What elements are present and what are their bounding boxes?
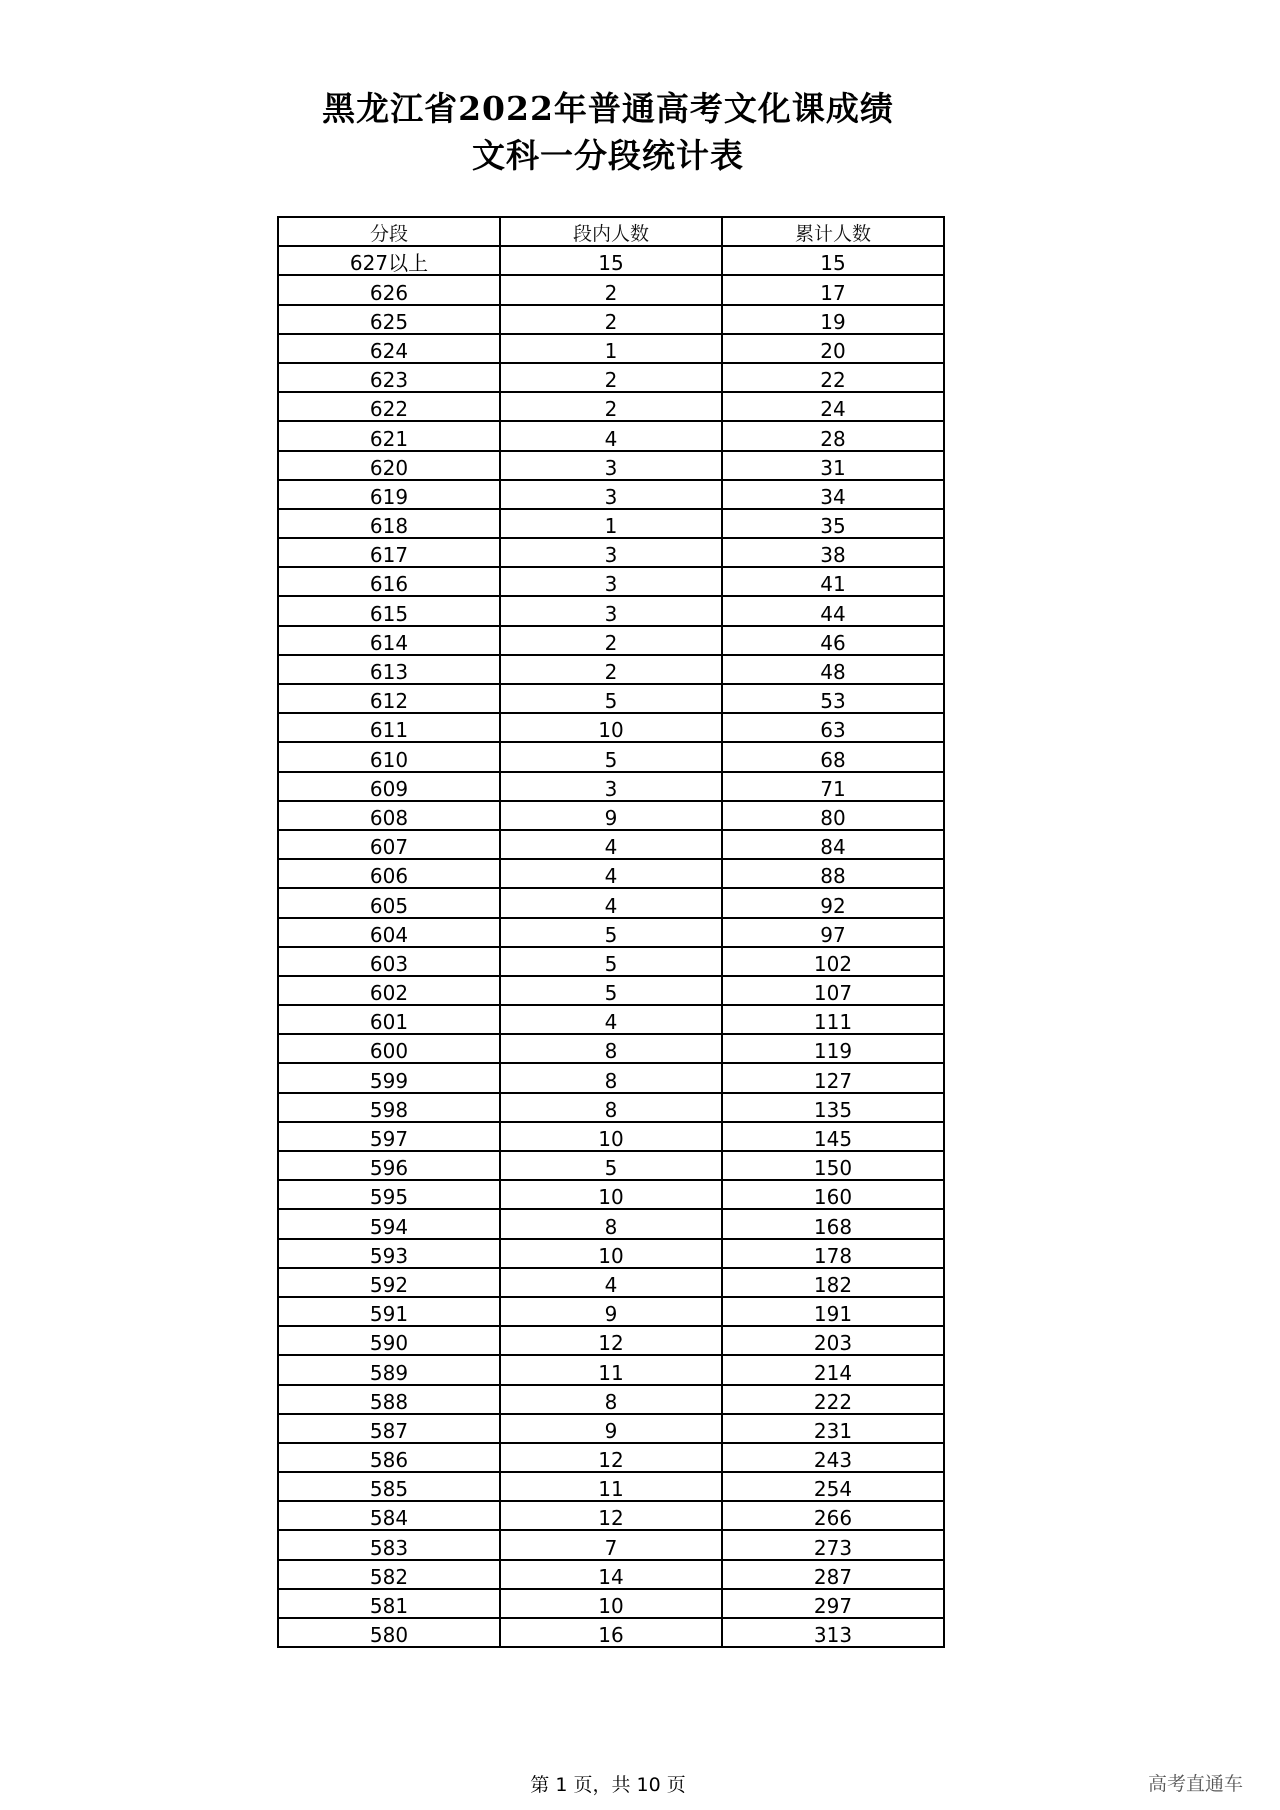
segment-count-cell: 5 — [500, 742, 722, 771]
segment-count-cell: 9 — [500, 801, 722, 830]
score-cell: 609 — [278, 772, 500, 801]
score-cell: 595 — [278, 1180, 500, 1209]
table-row — [278, 801, 944, 830]
score-cell: 584 — [278, 1501, 500, 1530]
score-cell: 627以上 — [278, 246, 500, 275]
cumulative-count-cell: 53 — [722, 684, 944, 713]
table-row — [278, 918, 944, 947]
cumulative-count-cell: 231 — [722, 1414, 944, 1443]
segment-count-cell: 10 — [500, 713, 722, 742]
cumulative-count-cell: 313 — [722, 1618, 944, 1647]
score-cell: 590 — [278, 1326, 500, 1355]
cumulative-count-cell: 150 — [722, 1151, 944, 1180]
score-cell: 607 — [278, 830, 500, 859]
cumulative-count-cell: 20 — [722, 334, 944, 363]
segment-count-cell: 12 — [500, 1443, 722, 1472]
segment-count-cell: 12 — [500, 1326, 722, 1355]
score-cell: 597 — [278, 1122, 500, 1151]
segment-count-cell: 4 — [500, 1268, 722, 1297]
cumulative-count-cell: 24 — [722, 392, 944, 421]
score-cell: 621 — [278, 421, 500, 450]
cumulative-count-cell: 266 — [722, 1501, 944, 1530]
table-row — [278, 480, 944, 509]
cumulative-count-cell: 63 — [722, 713, 944, 742]
score-cell: 603 — [278, 947, 500, 976]
table-row — [278, 1355, 944, 1384]
table-row — [278, 1151, 944, 1180]
score-cell: 596 — [278, 1151, 500, 1180]
table-row — [278, 567, 944, 596]
watermark: 高考直通车 — [1148, 1773, 1244, 1795]
cumulative-count-cell: 107 — [722, 976, 944, 1005]
table-row — [278, 947, 944, 976]
segment-count-cell: 11 — [500, 1355, 722, 1384]
segment-count-cell: 10 — [500, 1589, 722, 1618]
table-row — [278, 830, 944, 859]
cumulative-count-cell: 287 — [722, 1560, 944, 1589]
table-body — [278, 246, 944, 1647]
table-row — [278, 1414, 944, 1443]
table-row — [278, 713, 944, 742]
segment-count-cell: 4 — [500, 1005, 722, 1034]
cumulative-count-cell: 214 — [722, 1355, 944, 1384]
table-row — [278, 275, 944, 304]
score-cell: 591 — [278, 1297, 500, 1326]
cumulative-count-cell: 88 — [722, 859, 944, 888]
cumulative-count-cell: 102 — [722, 947, 944, 976]
score-cell: 600 — [278, 1034, 500, 1063]
cumulative-count-cell: 135 — [722, 1093, 944, 1122]
table-row — [278, 859, 944, 888]
cumulative-count-cell: 297 — [722, 1589, 944, 1618]
score-cell: 594 — [278, 1209, 500, 1238]
table-row — [278, 1268, 944, 1297]
table-row — [278, 1530, 944, 1559]
cumulative-count-cell: 71 — [722, 772, 944, 801]
table-row — [278, 1122, 944, 1151]
segment-count-cell: 4 — [500, 830, 722, 859]
segment-count-cell: 10 — [500, 1239, 722, 1268]
table-row — [278, 1472, 944, 1501]
table-row — [278, 1063, 944, 1092]
score-cell: 617 — [278, 538, 500, 567]
score-cell: 598 — [278, 1093, 500, 1122]
score-cell: 604 — [278, 918, 500, 947]
cumulative-count-cell: 44 — [722, 596, 944, 625]
cumulative-count-cell: 111 — [722, 1005, 944, 1034]
segment-count-cell: 3 — [500, 538, 722, 567]
cumulative-count-cell: 68 — [722, 742, 944, 771]
segment-count-cell: 9 — [500, 1297, 722, 1326]
column-header-cumulative: 累计人数 — [722, 217, 944, 246]
table-row — [278, 363, 944, 392]
cumulative-count-cell: 203 — [722, 1326, 944, 1355]
score-cell: 613 — [278, 655, 500, 684]
column-header-score: 分段 — [278, 217, 500, 246]
cumulative-count-cell: 22 — [722, 363, 944, 392]
cumulative-count-cell: 254 — [722, 1472, 944, 1501]
score-cell: 581 — [278, 1589, 500, 1618]
score-cell: 601 — [278, 1005, 500, 1034]
table-row — [278, 509, 944, 538]
segment-count-cell: 3 — [500, 596, 722, 625]
table-row — [278, 1385, 944, 1414]
score-cell: 587 — [278, 1414, 500, 1443]
cumulative-count-cell: 17 — [722, 275, 944, 304]
cumulative-count-cell: 46 — [722, 626, 944, 655]
cumulative-count-cell: 145 — [722, 1122, 944, 1151]
cumulative-count-cell: 222 — [722, 1385, 944, 1414]
table-row — [278, 392, 944, 421]
segment-count-cell: 5 — [500, 947, 722, 976]
score-cell: 608 — [278, 801, 500, 830]
score-cell: 582 — [278, 1560, 500, 1589]
segment-count-cell: 8 — [500, 1093, 722, 1122]
cumulative-count-cell: 178 — [722, 1239, 944, 1268]
page-subtitle: 文科一分段统计表 — [472, 136, 744, 175]
cumulative-count-cell: 35 — [722, 509, 944, 538]
score-cell: 602 — [278, 976, 500, 1005]
table-row — [278, 1443, 944, 1472]
segment-count-cell: 8 — [500, 1034, 722, 1063]
table-row — [278, 1560, 944, 1589]
segment-count-cell: 10 — [500, 1180, 722, 1209]
segment-count-cell: 8 — [500, 1209, 722, 1238]
segment-count-cell: 2 — [500, 626, 722, 655]
score-cell: 626 — [278, 275, 500, 304]
table-row — [278, 684, 944, 713]
cumulative-count-cell: 84 — [722, 830, 944, 859]
cumulative-count-cell: 191 — [722, 1297, 944, 1326]
segment-count-cell: 15 — [500, 246, 722, 275]
cumulative-count-cell: 41 — [722, 567, 944, 596]
segment-count-cell: 14 — [500, 1560, 722, 1589]
segment-count-cell: 9 — [500, 1414, 722, 1443]
cumulative-count-cell: 15 — [722, 246, 944, 275]
score-cell: 619 — [278, 480, 500, 509]
table-row — [278, 451, 944, 480]
segment-count-cell: 8 — [500, 1385, 722, 1414]
table-row — [278, 1589, 944, 1618]
segment-count-cell: 4 — [500, 421, 722, 450]
page-number: 第 1 页，共 10 页 — [530, 1774, 686, 1796]
cumulative-count-cell: 168 — [722, 1209, 944, 1238]
score-cell: 586 — [278, 1443, 500, 1472]
score-cell: 620 — [278, 451, 500, 480]
column-header-count: 段内人数 — [500, 217, 722, 246]
table-row — [278, 246, 944, 275]
cumulative-count-cell: 119 — [722, 1034, 944, 1063]
segment-count-cell: 4 — [500, 859, 722, 888]
score-cell: 614 — [278, 626, 500, 655]
segment-count-cell: 3 — [500, 451, 722, 480]
cumulative-count-cell: 31 — [722, 451, 944, 480]
score-cell: 616 — [278, 567, 500, 596]
segment-count-cell: 2 — [500, 275, 722, 304]
table-row — [278, 596, 944, 625]
table-row — [278, 1180, 944, 1209]
score-cell: 593 — [278, 1239, 500, 1268]
cumulative-count-cell: 92 — [722, 888, 944, 917]
score-cell: 588 — [278, 1385, 500, 1414]
table-row — [278, 772, 944, 801]
table-row — [278, 1297, 944, 1326]
table-row — [278, 1034, 944, 1063]
page-title: 黑龙江省2022年普通高考文化课成绩 — [322, 89, 894, 128]
table-row — [278, 888, 944, 917]
score-cell: 589 — [278, 1355, 500, 1384]
table-row — [278, 1005, 944, 1034]
segment-count-cell: 5 — [500, 918, 722, 947]
segment-count-cell: 5 — [500, 684, 722, 713]
cumulative-count-cell: 28 — [722, 421, 944, 450]
cumulative-count-cell: 19 — [722, 305, 944, 334]
table-row — [278, 1093, 944, 1122]
score-cell: 618 — [278, 509, 500, 538]
table-header-row — [278, 217, 944, 246]
score-cell: 624 — [278, 334, 500, 363]
cumulative-count-cell: 273 — [722, 1530, 944, 1559]
table-row — [278, 538, 944, 567]
segment-count-cell: 3 — [500, 480, 722, 509]
segment-count-cell: 16 — [500, 1618, 722, 1647]
score-cell: 606 — [278, 859, 500, 888]
table-row — [278, 1209, 944, 1238]
score-cell: 623 — [278, 363, 500, 392]
cumulative-count-cell: 243 — [722, 1443, 944, 1472]
score-cell: 605 — [278, 888, 500, 917]
segment-count-cell: 11 — [500, 1472, 722, 1501]
score-cell: 625 — [278, 305, 500, 334]
score-cell: 583 — [278, 1530, 500, 1559]
table-row — [278, 421, 944, 450]
table-row — [278, 305, 944, 334]
score-cell: 611 — [278, 713, 500, 742]
score-cell: 610 — [278, 742, 500, 771]
segment-count-cell: 2 — [500, 363, 722, 392]
segment-count-cell: 2 — [500, 305, 722, 334]
segment-count-cell: 5 — [500, 1151, 722, 1180]
score-distribution-table — [277, 216, 945, 1648]
segment-count-cell: 8 — [500, 1063, 722, 1092]
cumulative-count-cell: 182 — [722, 1268, 944, 1297]
table-row — [278, 742, 944, 771]
score-cell: 580 — [278, 1618, 500, 1647]
score-cell: 622 — [278, 392, 500, 421]
segment-count-cell: 3 — [500, 772, 722, 801]
table-row — [278, 334, 944, 363]
cumulative-count-cell: 34 — [722, 480, 944, 509]
segment-count-cell: 7 — [500, 1530, 722, 1559]
cumulative-count-cell: 127 — [722, 1063, 944, 1092]
segment-count-cell: 1 — [500, 509, 722, 538]
cumulative-count-cell: 97 — [722, 918, 944, 947]
segment-count-cell: 3 — [500, 567, 722, 596]
segment-count-cell: 12 — [500, 1501, 722, 1530]
cumulative-count-cell: 38 — [722, 538, 944, 567]
score-cell: 615 — [278, 596, 500, 625]
segment-count-cell: 4 — [500, 888, 722, 917]
table-row — [278, 976, 944, 1005]
cumulative-count-cell: 48 — [722, 655, 944, 684]
table-row — [278, 626, 944, 655]
table-row — [278, 1501, 944, 1530]
score-cell: 599 — [278, 1063, 500, 1092]
cumulative-count-cell: 80 — [722, 801, 944, 830]
segment-count-cell: 2 — [500, 655, 722, 684]
segment-count-cell: 2 — [500, 392, 722, 421]
table-row — [278, 655, 944, 684]
table-row — [278, 1239, 944, 1268]
score-cell: 585 — [278, 1472, 500, 1501]
table-row — [278, 1618, 944, 1647]
segment-count-cell: 1 — [500, 334, 722, 363]
cumulative-count-cell: 160 — [722, 1180, 944, 1209]
segment-count-cell: 5 — [500, 976, 722, 1005]
table-row — [278, 1326, 944, 1355]
score-cell: 592 — [278, 1268, 500, 1297]
score-cell: 612 — [278, 684, 500, 713]
segment-count-cell: 10 — [500, 1122, 722, 1151]
